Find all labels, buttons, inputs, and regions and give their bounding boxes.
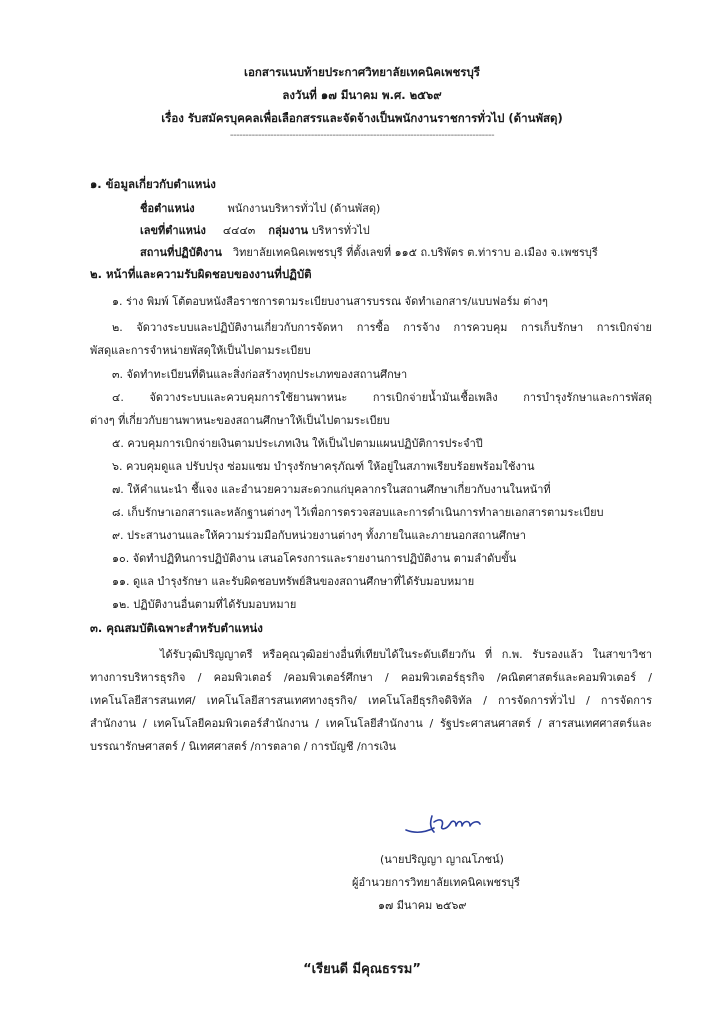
position-name-label: ชื่อตำแหน่ง: [140, 202, 195, 215]
qualification-line-4: สำนักงาน / เทคโนโลยีคอมพิวเตอร์สำนักงาน / เทคโนโลยีสำนักงาน / รัฐประศาสนศาสตร์ / สารสนเทศศาสตร์และ: [90, 717, 652, 730]
duty-item-2: ๒. จัดวางระบบและปฏิบัติงานเกี่ยวกับการจัดหา การซื้อ การจ้าง การควบคุม การเก็บรักษา การเบิกจ่าย: [112, 321, 652, 334]
qualification-line-2: ทางการบริหารธุรกิจ / คอมพิวเตอร์ /คอมพิวเตอร์ศึกษา / คอมพิวเตอร์ธุรกิจ /คณิตศาสตร์และคอมพิวเตอร์ /: [90, 671, 652, 684]
duty-item-8: ๘. เก็บรักษาเอกสารและหลักฐานต่างๆ ไว้เพื่อการตรวจสอบและการดำเนินการทำลายเอกสารตามระเบียบ: [112, 506, 604, 519]
position-number-value: ๔๔๔๓: [222, 224, 256, 237]
duty-item-9: ๙. ประสานงานและให้ความร่วมมือกับหน่วยงานต่างๆ ทั้งภายในและภายนอกสถานศึกษา: [112, 529, 526, 542]
signatory-title: ผู้อำนวยการวิทยาลัยเทคนิคเพชรบุรี: [352, 876, 520, 889]
position-number-row: [140, 221, 370, 239]
duty-item-10: ๑๐. จัดทำปฏิทินการปฏิบัติงาน เสนอโครงการและรายงานการปฏิบัติงาน ตามลำดับขั้น: [112, 552, 517, 565]
header-divider: -------------------------------------------------------------------------------------: [229, 130, 495, 141]
duty-item-2-cont: พัสดุและการจำหน่ายพัสดุให้เป็นไปตามระเบียบ: [90, 344, 311, 357]
duty-item-11: ๑๑. ดูแล บำรุงรักษา และรับผิดชอบทรัพย์สินของสถานศึกษาที่ได้รับมอบหมาย: [112, 575, 475, 588]
document-header-title: เอกสารแนบท้ายประกาศวิทยาลัยเทคนิคเพชรบุรี: [244, 65, 480, 79]
duty-item-4-cont: ต่างๆ ที่เกี่ยวกับยานพาหนะของสถานศึกษาให้เป็นไปตามระเบียบ: [90, 414, 390, 427]
section-3-title: ๓. คุณสมบัติเฉพาะสำหรับตำแหน่ง: [90, 621, 263, 635]
duty-item-5: ๕. ควบคุมการเบิกจ่ายเงินตามประเภทเงิน ให้เป็นไปตามแผนปฏิบัติการประจำปี: [112, 437, 483, 450]
qualification-line-5: บรรณารักษศาสตร์ / นิเทศศาสตร์ /การตลาด / การบัญชี /การเงิน: [90, 740, 397, 753]
section-2-title: ๒. หน้าที่และความรับผิดชอบของงานที่ปฏิบัติ: [90, 267, 312, 281]
signature-image: [404, 808, 484, 838]
position-name-value: พนักงานบริหารทั่วไป (ด้านพัสดุ): [227, 202, 381, 215]
document-header-subject: เรื่อง รับสมัครบุคคลเพื่อเลือกสรรและจัดจ้างเป็นพนักงานราชการทั่วไป (ด้านพัสดุ): [161, 111, 563, 125]
workplace-value: วิทยาลัยเทคนิคเพชรบุรี ที่ตั้งเลขที่ ๑๑๕ ถ.บริพัตร ต.ท่าราบ อ.เมือง จ.เพชรบุรี: [232, 246, 598, 259]
duty-item-3: ๓. จัดทำทะเบียนที่ดินและสิ่งก่อสร้างทุกประเภทของสถานศึกษา: [112, 368, 408, 381]
workplace-label: สถานที่ปฏิบัติงาน: [140, 246, 222, 259]
section-1-title: ๑. ข้อมูลเกี่ยวกับตำแหน่ง: [90, 177, 216, 191]
duty-item-6: ๖. ควบคุมดูแล ปรับปรุง ซ่อมแซม บำรุงรักษาครุภัณฑ์ ให้อยู่ในสภาพเรียบร้อยพร้อมใช้งาน: [112, 460, 535, 473]
duty-item-12: ๑๒. ปฏิบัติงานอื่นตามที่ได้รับมอบหมาย: [112, 598, 297, 611]
duty-item-4: ๔. จัดวางระบบและควบคุมการใช้ยานพาหนะ การเบิกจ่ายน้ำมันเชื้อเพลิง การบำรุงรักษาและการพัสดุ: [112, 391, 652, 404]
college-motto: “เรียนดี มีคุณธรรม”: [303, 962, 421, 977]
work-group-label: กลุ่มงาน: [268, 224, 309, 237]
duty-item-7: ๗. ให้คำแนะนำ ชี้แจง และอำนวยความสะดวกแก่บุคลากรในสถานศึกษาเกี่ยวกับงานในหน้าที่: [112, 483, 551, 496]
duty-item-1: ๑. ร่าง พิมพ์ โต้ตอบหนังสือราชการตามระเบียบงานสารบรรณ จัดทำเอกสาร/แบบฟอร์ม ต่างๆ: [112, 295, 548, 308]
workplace-row: [140, 243, 598, 261]
qualification-line-3: เทคโนโลยีสารสนเทศ/ เทคโนโลยีสารสนเทศทางธุรกิจ/ เทคโนโลยีธุรกิจดิจิทัล / การจัดการทั่วไป / การจัดการ: [90, 694, 652, 707]
position-number-label: เลขที่ตำแหน่ง: [140, 224, 206, 237]
position-name-row: [140, 199, 380, 217]
qualification-line-1: ได้รับวุฒิปริญญาตรี หรือคุณวุฒิอย่างอื่นที่เทียบได้ในระดับเดียวกัน ที่ ก.พ. รับรองแล้ว ในสาขาวิชา: [160, 648, 652, 661]
signature-date: ๑๗ มีนาคม ๒๕๖๙: [378, 899, 467, 912]
work-group-value: บริหารทั่วไป: [311, 224, 370, 237]
document-header-date: ลงวันที่ ๑๗ มีนาคม พ.ศ. ๒๕๖๙: [282, 88, 442, 102]
signatory-name: (นายปริญญา ญาณโภชน์): [380, 853, 504, 866]
